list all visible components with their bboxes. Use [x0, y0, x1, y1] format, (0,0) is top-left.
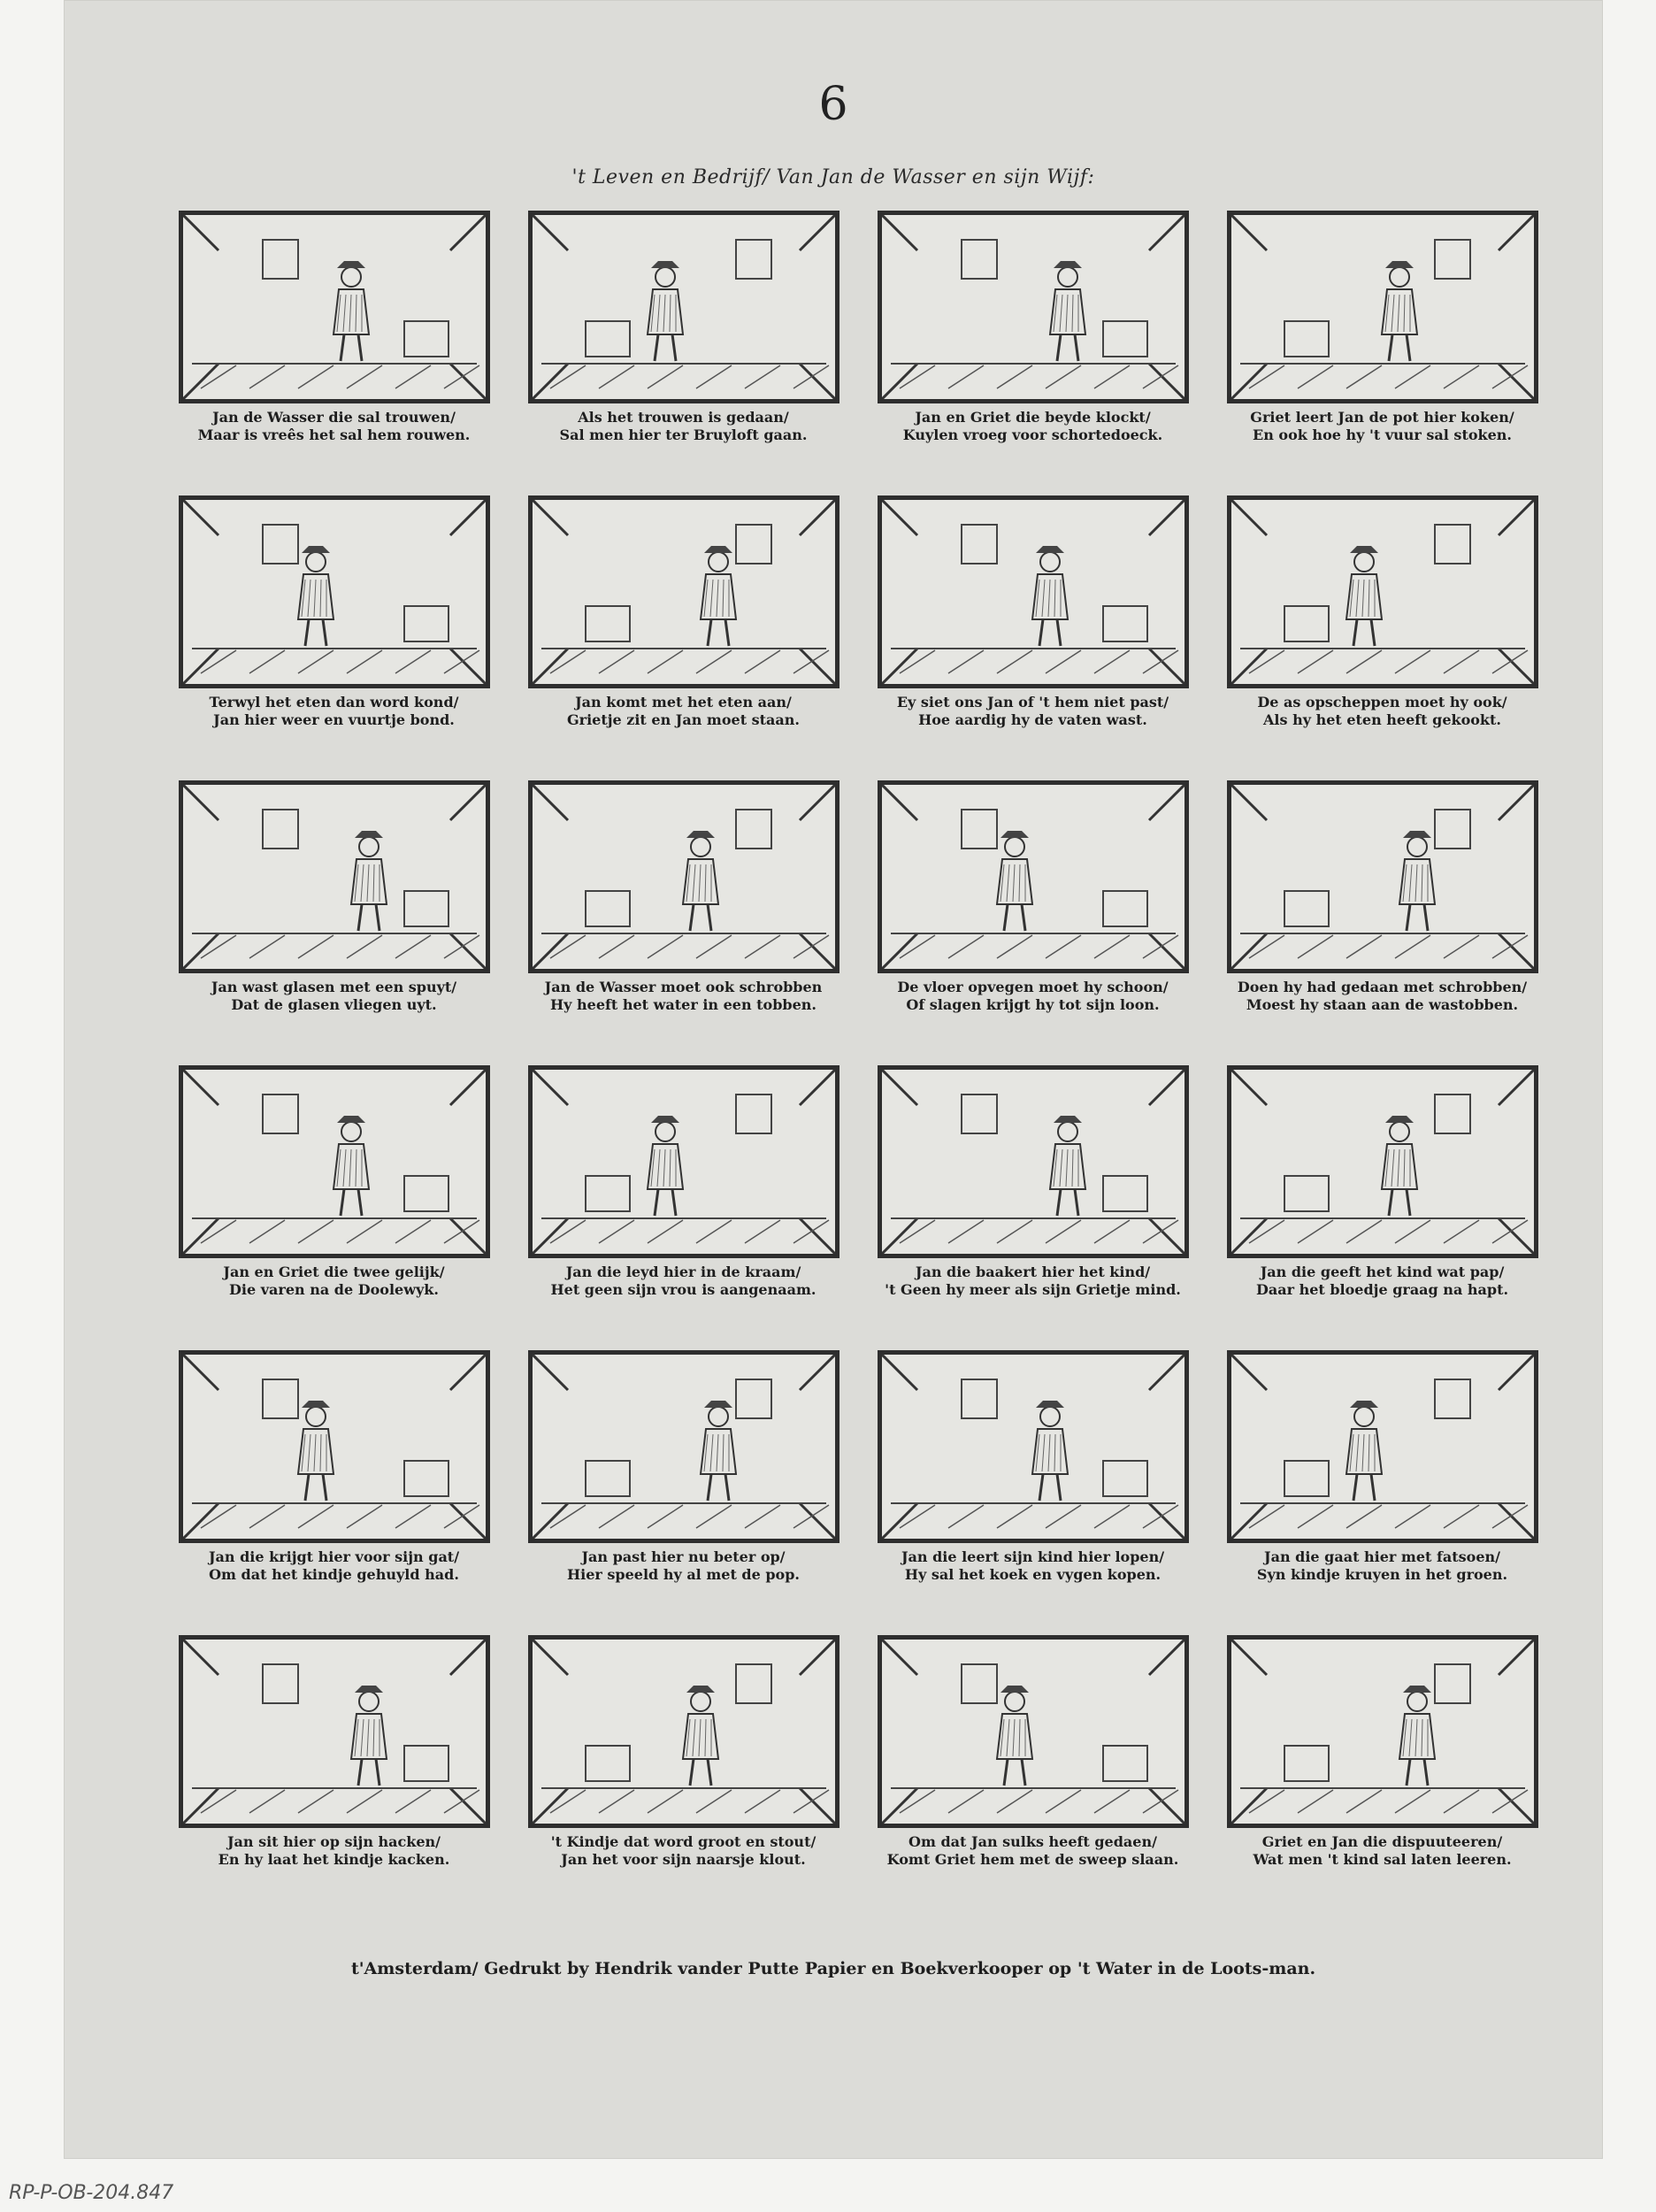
woodcut-caption: [175, 1833, 494, 1869]
woodcut-illustration: [1227, 211, 1538, 403]
inventory-number: RP-P-OB-204.847: [9, 2182, 174, 2204]
woodcut-illustration: [179, 1065, 490, 1258]
woodcut-caption: [874, 409, 1192, 444]
woodcut-grid: [159, 211, 1557, 1920]
woodcut-panel: [858, 1635, 1208, 1920]
woodcut-panel: [1208, 495, 1557, 780]
woodcut-illustration: [878, 1635, 1189, 1828]
caption-line-1: Jan komt met het eten aan/: [575, 694, 792, 710]
woodcut-illustration: [878, 211, 1189, 403]
caption-line-2: Daar het bloedje graag na hapt.: [1255, 1281, 1509, 1298]
caption-line-1: Jan die krijgt hier voor sijn gat/: [208, 1548, 460, 1565]
caption-line-1: De as opscheppen moet hy ook/: [1257, 694, 1507, 710]
woodcut-panel: [1208, 1350, 1557, 1635]
sheet-title: 't Leven en Bedrijf/ Van Jan de Wasser en sijn Wijf:: [571, 166, 1095, 188]
caption-line-1: Doen hy had gedaan met schrobben/: [1237, 979, 1528, 995]
woodcut-illustration: [878, 495, 1189, 688]
caption-line-1: Jan en Griet die beyde klockt/: [915, 409, 1151, 426]
woodcut-illustration: [528, 1635, 840, 1828]
caption-line-2: Maar is vreês het sal hem rouwen.: [197, 426, 471, 443]
woodcut-panel: [159, 1065, 509, 1350]
woodcut-panel: [509, 780, 858, 1065]
caption-line-1: Jan die gaat hier met fatsoen/: [1264, 1548, 1500, 1565]
woodcut-panel: [1208, 1635, 1557, 1920]
woodcut-caption: [175, 1548, 494, 1584]
caption-line-2: Hy sal het koek en vygen kopen.: [904, 1566, 1162, 1583]
caption-line-2: Die varen na de Doolewyk.: [229, 1281, 439, 1298]
caption-line-1: Jan en Griet die twee gelijk/: [223, 1263, 445, 1280]
woodcut-illustration: [179, 1635, 490, 1828]
woodcut-illustration: [878, 1065, 1189, 1258]
woodcut-caption: [1223, 979, 1542, 1014]
caption-line-1: Jan die leyd hier in de kraam/: [565, 1263, 801, 1280]
woodcut-panel: [509, 495, 858, 780]
caption-line-2: Moest hy staan aan de wastobben.: [1246, 996, 1519, 1013]
woodcut-panel: [858, 1350, 1208, 1635]
woodcut-illustration: [528, 1350, 840, 1543]
caption-line-1: Jan die leert sijn kind hier lopen/: [901, 1548, 1165, 1565]
woodcut-caption: [1223, 1548, 1542, 1584]
woodcut-panel: [159, 1635, 509, 1920]
caption-line-1: Griet en Jan die dispuuteeren/: [1261, 1833, 1503, 1850]
caption-line-2: Het geen sijn vrou is aangenaam.: [550, 1281, 816, 1298]
woodcut-caption: [525, 409, 843, 444]
woodcut-illustration: [528, 495, 840, 688]
caption-line-2: Hier speeld hy al met de pop.: [567, 1566, 800, 1583]
caption-line-2: Dat de glasen vliegen uyt.: [231, 996, 437, 1013]
woodcut-caption: [175, 1263, 494, 1299]
woodcut-panel: [509, 1350, 858, 1635]
woodcut-panel: [858, 211, 1208, 495]
woodcut-illustration: [179, 495, 490, 688]
page-number: 6: [818, 78, 848, 131]
caption-line-1: Jan die geeft het kind wat pap/: [1260, 1263, 1505, 1280]
woodcut-illustration: [1227, 780, 1538, 973]
woodcut-illustration: [1227, 495, 1538, 688]
woodcut-panel: [858, 1065, 1208, 1350]
caption-line-2: En ook hoe hy 't vuur sal stoken.: [1253, 426, 1512, 443]
woodcut-panel: [509, 1065, 858, 1350]
woodcut-caption: [1223, 1263, 1542, 1299]
woodcut-panel: [159, 1350, 509, 1635]
woodcut-panel: [509, 211, 858, 495]
woodcut-caption: [874, 1548, 1192, 1584]
woodcut-caption: [525, 1548, 843, 1584]
woodcut-caption: [1223, 694, 1542, 729]
caption-line-1: Jan die baakert hier het kind/: [915, 1263, 1151, 1280]
woodcut-caption: [175, 979, 494, 1014]
woodcut-caption: [1223, 1833, 1542, 1869]
caption-line-2: Of slagen krijgt hy tot sijn loon.: [906, 996, 1160, 1013]
caption-line-2: 't Geen hy meer als sijn Grietje mind.: [885, 1281, 1181, 1298]
woodcut-illustration: [528, 780, 840, 973]
woodcut-caption: [525, 1833, 843, 1869]
woodcut-panel: [159, 495, 509, 780]
woodcut-panel: [159, 211, 509, 495]
woodcut-caption: [874, 694, 1192, 729]
caption-line-1: Ey siet ons Jan of 't hem niet past/: [896, 694, 1169, 710]
woodcut-panel: [1208, 1065, 1557, 1350]
woodcut-illustration: [1227, 1635, 1538, 1828]
woodcut-panel: [858, 495, 1208, 780]
caption-line-2: Om dat het kindje gehuyld had.: [209, 1566, 459, 1583]
woodcut-illustration: [179, 1350, 490, 1543]
caption-line-2: Hoe aardig hy de vaten wast.: [918, 711, 1147, 728]
broadsheet: [64, 0, 1603, 2159]
caption-line-2: En hy laat het kindje kacken.: [218, 1851, 450, 1868]
woodcut-illustration: [1227, 1065, 1538, 1258]
woodcut-panel: [858, 780, 1208, 1065]
caption-line-2: Syn kindje kruyen in het groen.: [1256, 1566, 1508, 1583]
caption-line-2: Jan het voor sijn naarsje klout.: [561, 1851, 806, 1868]
caption-line-1: Jan wast glasen met een spuyt/: [211, 979, 457, 995]
woodcut-illustration: [179, 780, 490, 973]
caption-line-1: De vloer opvegen moet hy schoon/: [897, 979, 1169, 995]
woodcut-illustration: [528, 1065, 840, 1258]
caption-line-1: Jan sit hier op sijn hacken/: [226, 1833, 441, 1850]
woodcut-panel: [1208, 780, 1557, 1065]
caption-line-1: Terwyl het eten dan word kond/: [209, 694, 459, 710]
woodcut-caption: [874, 1833, 1192, 1869]
caption-line-2: Hy heeft het water in een tobben.: [550, 996, 816, 1013]
woodcut-caption: [175, 409, 494, 444]
caption-line-1: Jan de Wasser moet ook schrobben: [544, 979, 823, 995]
woodcut-illustration: [179, 211, 490, 403]
caption-line-2: Jan hier weer en vuurtje bond.: [213, 711, 455, 728]
woodcut-illustration: [878, 780, 1189, 973]
woodcut-caption: [874, 979, 1192, 1014]
woodcut-caption: [1223, 409, 1542, 444]
woodcut-panel: [1208, 211, 1557, 495]
caption-line-1: Jan de Wasser die sal trouwen/: [212, 409, 456, 426]
caption-line-2: Sal men hier ter Bruyloft gaan.: [559, 426, 808, 443]
caption-line-1: Als het trouwen is gedaan/: [578, 409, 789, 426]
woodcut-illustration: [878, 1350, 1189, 1543]
caption-line-2: Grietje zit en Jan moet staan.: [566, 711, 800, 728]
woodcut-panel: [159, 780, 509, 1065]
woodcut-panel: [509, 1635, 858, 1920]
caption-line-1: Om dat Jan sulks heeft gedaen/: [908, 1833, 1157, 1850]
caption-line-1: Griet leert Jan de pot hier koken/: [1250, 409, 1514, 426]
caption-line-2: Als hy het eten heeft gekookt.: [1263, 711, 1501, 728]
woodcut-caption: [874, 1263, 1192, 1299]
woodcut-caption: [175, 694, 494, 729]
caption-line-2: Wat men 't kind sal laten leeren.: [1253, 1851, 1512, 1868]
woodcut-caption: [525, 1263, 843, 1299]
printer-imprint: t'Amsterdam/ Gedrukt by Hendrik vander Putte Papier en Boekverkooper op 't Water in de Loots-man.: [350, 1959, 1316, 1978]
caption-line-2: Kuylen vroeg voor schortedoeck.: [902, 426, 1163, 443]
woodcut-illustration: [1227, 1350, 1538, 1543]
woodcut-illustration: [528, 211, 840, 403]
woodcut-caption: [525, 979, 843, 1014]
caption-line-1: 't Kindje dat word groot en stout/: [550, 1833, 816, 1850]
caption-line-2: Komt Griet hem met de sweep slaan.: [886, 1851, 1179, 1868]
woodcut-caption: [525, 694, 843, 729]
caption-line-1: Jan past hier nu beter op/: [581, 1548, 786, 1565]
